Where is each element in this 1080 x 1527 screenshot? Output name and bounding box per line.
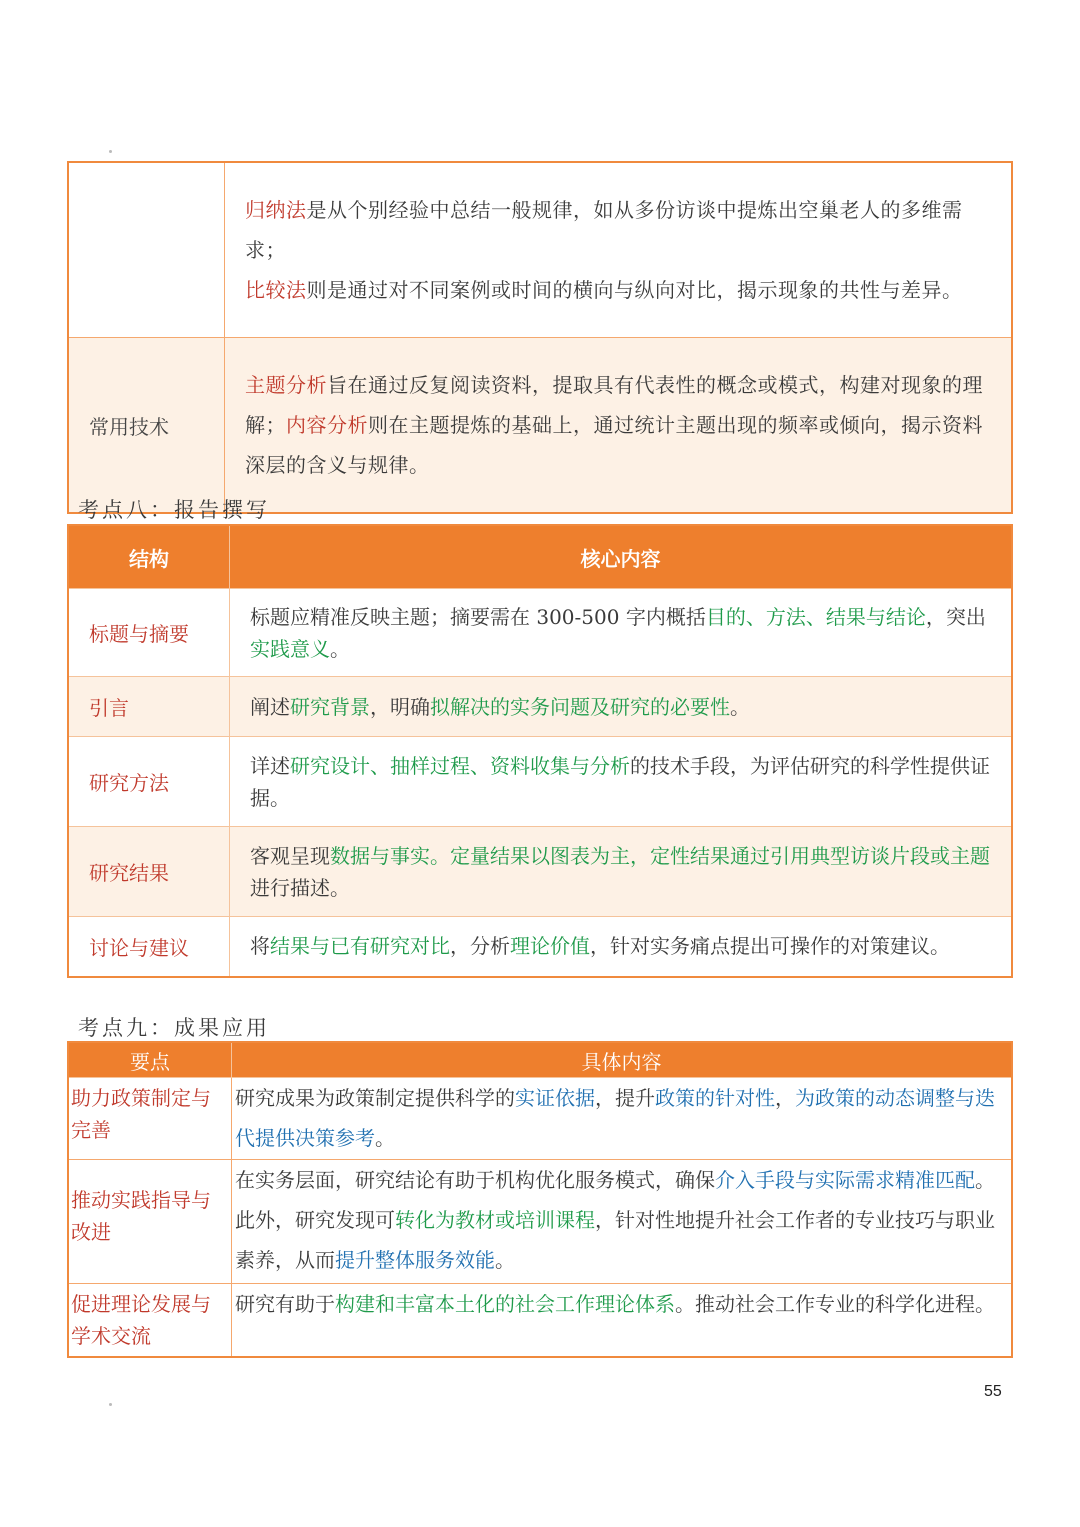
paragraph-text: 则是通过对不同案例或时间的横向与纵向对比，揭示现象的共性与差异。 <box>306 278 963 302</box>
term-highlight: 主题分析 <box>245 373 327 397</box>
body-text: 。推动社会工作专业的科学化进程。 <box>675 1292 995 1316</box>
highlight-text: 政策的针对性 <box>655 1086 775 1110</box>
row-content <box>230 917 1013 977</box>
row-content <box>232 1284 1013 1358</box>
body-text: 。 <box>375 1126 395 1150</box>
row-content <box>225 162 1013 338</box>
body-text: 研究成果为政策制定提供科学的 <box>235 1086 515 1110</box>
column-header: 结构 <box>68 525 230 589</box>
row-label: 研究方法 <box>68 737 230 827</box>
highlight-text: 数据与事实。定量结果以图表为主，定性结果通过引用典型访谈片段或主题 <box>330 843 990 868</box>
section-title-application: 考点九：成果应用 <box>78 1016 270 1040</box>
body-text: 研究有助于 <box>235 1292 335 1316</box>
highlight-text: 实践意义 <box>250 636 330 661</box>
body-text: ，针对性地提升社会工作者的专业技巧与职业素养，从而 <box>235 1208 995 1272</box>
table-row <box>68 1160 1012 1284</box>
body-text: 详述 <box>250 753 290 778</box>
table-row <box>68 917 1012 977</box>
row-label: 引言 <box>68 677 230 737</box>
row-label: 研究结果 <box>68 827 230 917</box>
body-text: 将 <box>250 934 270 959</box>
body-text: 。 <box>330 636 350 661</box>
row-label: 促进理论发展与学术交流 <box>68 1284 232 1358</box>
highlight-text: 转化为教材或培训课程 <box>395 1208 595 1232</box>
row-content <box>230 589 1013 677</box>
highlight-text: 拟解决的实务问题及研究的必要性 <box>430 694 730 719</box>
table-row <box>68 338 1012 514</box>
comparison-paragraph <box>245 270 991 310</box>
table-row <box>68 589 1012 677</box>
row-label: 常用技术 <box>68 338 225 514</box>
paragraph-text: 是从个别经验中总结一般规律，如从多份访谈中提炼出空巢老人的多维需求； <box>245 198 963 262</box>
body-text: ，提升 <box>595 1086 655 1110</box>
highlight-text: 理论价值 <box>510 934 590 959</box>
highlight-text: 研究背景 <box>290 694 370 719</box>
table-row <box>68 1284 1012 1358</box>
table-row <box>68 827 1012 917</box>
body-text: 进行描述。 <box>250 875 350 900</box>
row-content <box>232 1078 1013 1160</box>
paragraph-text: 旨在通过反复阅读资料，提取具有代表性的概念或模式，构建对现象的理解； <box>245 373 983 437</box>
page-number: 55 <box>984 1383 1002 1400</box>
body-text: 的技术手段，为评估研究的科学性提供证据。 <box>250 753 990 810</box>
induction-paragraph <box>245 190 991 270</box>
highlight-text: 研究设计、抽样过程、资料收集与分析 <box>290 753 630 778</box>
table-header-row <box>68 525 1012 589</box>
column-header: 具体内容 <box>232 1042 1013 1078</box>
row-label <box>68 162 225 338</box>
body-text: ，明确 <box>370 694 430 719</box>
highlight-text: 目的、方法、结果与结论 <box>705 604 926 629</box>
body-text: ， <box>775 1086 795 1110</box>
result-application-table <box>67 1041 1013 1358</box>
row-content <box>225 338 1013 514</box>
term-highlight: 归纳法 <box>245 198 307 222</box>
body-text: 阐述 <box>250 694 290 719</box>
highlight-text: 为政策的动态调整与迭代提供决策参考 <box>235 1086 995 1150</box>
body-text: ，突出 <box>925 604 986 629</box>
body-text: 。 <box>495 1248 515 1272</box>
table-row <box>68 737 1012 827</box>
table-header-row <box>68 1042 1012 1078</box>
decor-dot-top <box>109 150 112 153</box>
body-text: 标题应精准反映主题；摘要需在 300-500 字内概括 <box>250 604 706 629</box>
highlight-text: 实证依据 <box>515 1086 595 1110</box>
paragraph-text: 则在主题提炼的基础上，通过统计主题出现的频率或倾向，揭示资料深层的含义与规律。 <box>245 413 983 477</box>
highlight-text: 介入手段与实际需求精准匹配 <box>715 1168 975 1192</box>
body-text: 在实务层面，研究结论有助于机构优化服务模式，确保 <box>235 1168 715 1192</box>
body-text: 。 <box>730 694 750 719</box>
highlight-text: 提升整体服务效能 <box>335 1248 495 1272</box>
table-row <box>68 162 1012 338</box>
body-text: 客观呈现 <box>250 843 330 868</box>
decor-dot-bottom <box>109 1403 112 1406</box>
row-content <box>232 1160 1013 1284</box>
term-highlight: 比较法 <box>245 278 307 302</box>
column-header: 要点 <box>68 1042 232 1078</box>
row-label: 讨论与建议 <box>68 917 230 977</box>
term-highlight: 内容分析 <box>286 413 368 437</box>
report-structure-table <box>67 524 1013 978</box>
row-label: 助力政策制定与完善 <box>68 1078 232 1160</box>
table-row <box>68 1078 1012 1160</box>
highlight-text: 构建和丰富本土化的社会工作理论体系 <box>335 1292 675 1316</box>
section-title-report: 考点八：报告撰写 <box>78 498 270 522</box>
row-label: 标题与摘要 <box>68 589 230 677</box>
body-text: ，针对实务痛点提出可操作的对策建议。 <box>590 934 950 959</box>
row-content <box>230 737 1013 827</box>
body-text: 。此外，研究发现可 <box>235 1168 995 1232</box>
highlight-text: 结果与已有研究对比 <box>270 934 450 959</box>
analysis-methods-table <box>67 161 1013 514</box>
row-label: 推动实践指导与改进 <box>68 1160 232 1284</box>
table-row <box>68 677 1012 737</box>
body-text: ，分析 <box>450 934 510 959</box>
row-content <box>230 677 1013 737</box>
column-header: 核心内容 <box>230 525 1013 589</box>
row-content <box>230 827 1013 917</box>
